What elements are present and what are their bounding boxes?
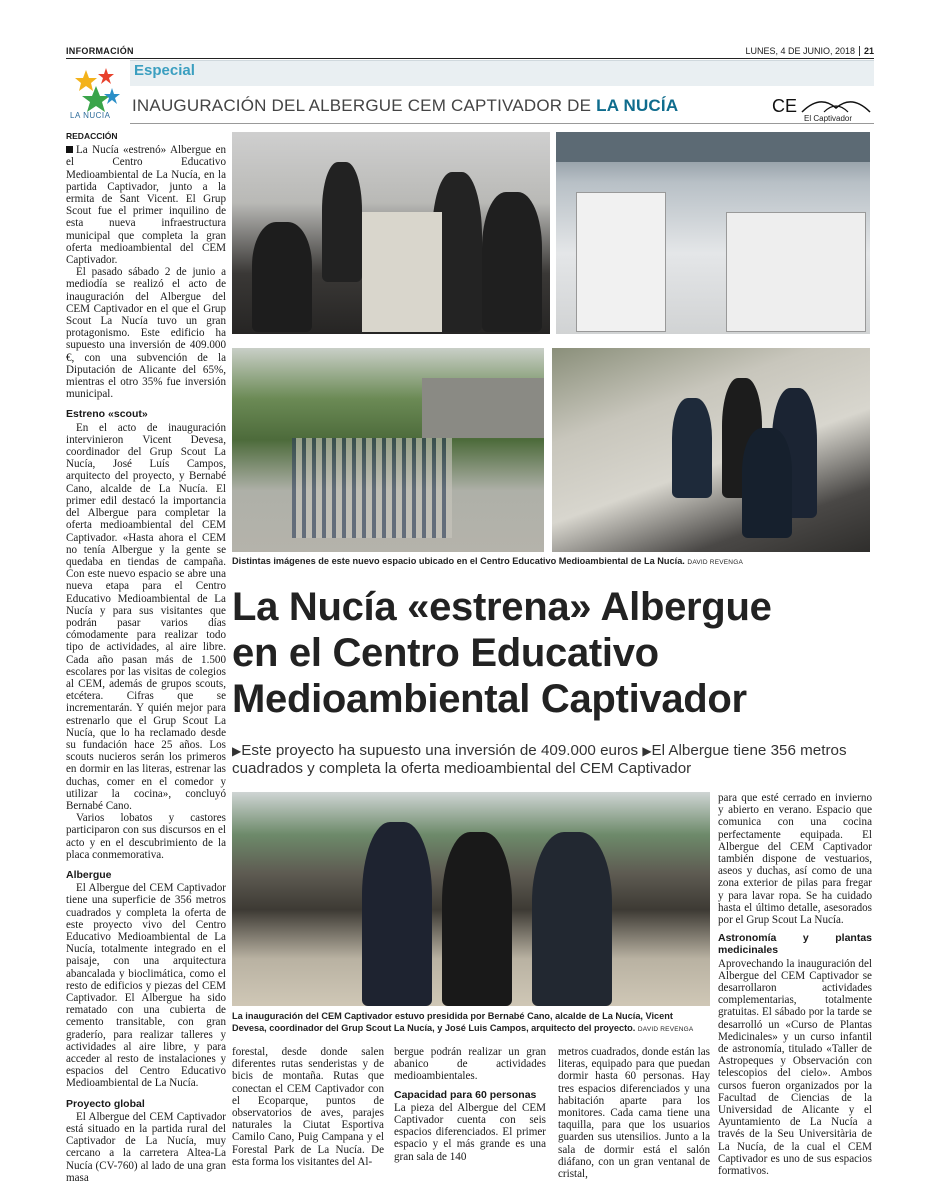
bullet-square-icon	[66, 146, 73, 153]
bottom-column-1	[232, 1046, 384, 1168]
deck	[232, 742, 872, 778]
deck-part: Este proyecto ha supuesto una inversión de 409.000 euros	[241, 742, 639, 759]
paragraph: forestal, desde donde salen diferentes rutas senderistas y de bicis de montaña. Rutas que conectan el CEM Captivador con el Ecoparque, puntos de observatorios de aves, parajes naturales la Ciutat Esportiva Camilo Cano, Puig Campana y el Forestal Park de La Nucía. De esta forma los visitantes del Al-	[232, 1046, 384, 1168]
photo-credit: DAVID REVENGA	[687, 559, 743, 566]
subheading: Estreno «scout»	[66, 408, 148, 421]
bottom-column-3	[558, 1046, 710, 1180]
paragraph: El pasado sábado 2 de junio a mediodía se realizó el acto de inauguración del Albergue del CEM Captivador en el que el Grup Scout La Nucía tuvo un gran protagonismo. Este edificio ha supuesto una inversión de 409.000 €, con una subvención de la Diputación de Alicante del 65%, mientras el otro 35% fue inversión municipal.	[66, 266, 226, 401]
special-title-highlight: LA NUCÍA	[596, 96, 679, 115]
paragraph: En el acto de inauguración intervinieron Vicent Devesa, coordinador del Grup Scout La Nucía, José Luís Campos, arquitecto del proyecto, y Bernabé Cano, alcalde de La Nucía. El primer edil destacó la importancia del Albergue para completar la oferta medioambiental del CEM Captivador. «Hasta ahora el CEM no tenía Albergue y la gente se quedaba en tiendas de campaña. Con este nuevo espacio se abre una nueva etapa para el Centro Educativo Medioambiental de La Nucía y para sus visitantes que podrán pasar varios días cómodamente para realizar todo tipo de actividades, al aire libre. Cada año pasan más de 1.500 escolares por las visitas de colegios al CEM, además de grupos scouts, etcétera. Cifras que se incrementarán. Y quién mejor para estrenarlo que el Grup Scout La Nucía, que lo ha reclamado desde su fundación hace 25 años. Los scouts nucieros serán los primeros en dormir en las literas, estrenar las duchas, comer en el comedor y utilizar la cocina», concluyó Bernabé Cano.	[66, 421, 226, 812]
lead-paragraph	[66, 144, 226, 266]
special-title	[132, 96, 678, 116]
photo-caption-top	[232, 556, 870, 566]
subheading: Albergue	[66, 868, 112, 881]
left-column	[66, 130, 226, 1184]
headline-line: en el Centro Educativo	[232, 631, 659, 675]
header-right	[745, 46, 874, 56]
especial-label: Especial	[134, 62, 195, 79]
title-rule	[130, 123, 874, 124]
cem-logo-letters: CE	[772, 96, 798, 116]
photo-crowd-outdoor	[232, 348, 544, 552]
headline	[232, 584, 872, 722]
issue-date: LUNES, 4 DE JUNIO, 2018	[745, 46, 855, 56]
paragraph: La pieza del Albergue del CEM Captivador cuenta con seis espacios diferenciados. El primer espacio y el más grande es una gran sala de 140	[394, 1101, 546, 1163]
headline-line: La Nucía «estrena» Albergue	[232, 585, 772, 629]
paragraph: El Albergue del CEM Captivador tiene una superficie de 356 metros cuadrados y completa la oferta de este proyecto vivo del Centro Educativo Medioambiental de La Nucía, totalmente integrado en el paisaje, con una arquitectura abancalada y bioclimática, como el resto de edificios y piezas del CEM Captivador. El Albergue ha sido rematado con una cubierta de cemento transitable, con gran graderío, para realizar talleres y actividades al aire libre, y para acceder al resto de instalaciones y espacios del Centro Educativo Medioambiental de La Nucía.	[66, 882, 226, 1090]
photo-dining-room	[232, 132, 550, 334]
paragraph: metros cuadrados, donde están las literas, equipado para que puedan dormir hasta 60 personas. Hay tres espacios diferenciados y una habitación aparte para los monitores. Cada cama tiene una taquilla, para que los usuarios guarden sus utensilios. Junto a la sala de dormir está el salón diáfano, con un gran ventanal de cristal,	[558, 1046, 710, 1181]
special-title-prefix: INAUGURACIÓN DEL ALBERGUE CEM CAPTIVADOR DE	[132, 96, 597, 115]
cem-arch-icon	[800, 94, 872, 114]
cem-logo-sub: El Captivador	[804, 114, 853, 123]
page-header	[66, 44, 874, 58]
bottom-column-2	[394, 1046, 546, 1163]
photo-scouts-washbasins	[552, 348, 870, 552]
triangle-bullet-icon: ▶	[642, 744, 652, 758]
page-number: 21	[859, 46, 874, 56]
photo-inauguration	[232, 792, 710, 1006]
caption-text: Distintas imágenes de este nuevo espacio ubicado en el Centro Educativo Medioambiental de La Nucía.	[232, 556, 685, 566]
right-column	[718, 792, 872, 1177]
triangle-bullet-icon: ▶	[232, 744, 242, 758]
paragraph: Varios lobatos y castores participaron con sus discursos en el acto y en el descubrimiento de la placa conmemorativa.	[66, 812, 226, 861]
photo-bunk-beds	[556, 132, 870, 334]
subheading: Proyecto global	[66, 1097, 145, 1110]
headline-line: Medioambiental Captivador	[232, 677, 747, 721]
header-rule	[66, 58, 874, 59]
especial-bar	[130, 60, 874, 86]
subheading: Capacidad para 60 personas	[394, 1088, 537, 1101]
deck-part: El Albergue tiene 356 metros cuadrados y completa la oferta medioambiental del CEM Captivador	[232, 742, 847, 777]
logo-wordmark: LA NUCIA	[70, 111, 111, 120]
paragraph: para que esté cerrado en invierno y abierto en verano. Espacio que comunica con una cocina perfectamente equipada. El Albergue del CEM Captivador también dispone de vestuarios, aseos y duchas, así como de una zona exterior de pilas para fregar y para lavar ropa. Se ha cuidado hasta el último detalle, asesorados por el Grup Scout La Nucía.	[718, 792, 872, 927]
section-name: INFORMACIÓN	[66, 46, 134, 56]
lead-text: La Nucía «estrenó» Albergue en el Centro Educativo Medioambiental de La Nucía, en la partida Captivador, junto a la ermita de Sant Vicent. El Grup Scout fue el primer inquilino de esta nueva infraestructura municipal que completa la gran oferta medioambiental del CEM Captivador.	[66, 144, 226, 267]
paragraph: Aprovechando la inauguración del Albergue del CEM Captivador se desarrollaron actividades complementarias, totalmente gratuitas. El sábado por la tarde se desarrolló un «Curso de Plantas Medicinales» y un curso infantil de astronomía, titulado «Taller de Astropeques y Observación con telescopios del cielo». Ambos cursos fueron organizados por la Facultad de Ciencias de la Universidad de Alicante y el Ayuntamiento de La Nucía a través de la Seu Universitària de La Nucía, de la cual el CEM Captivador es uno de sus espacios formativos.	[718, 957, 872, 1178]
photo-credit: DAVID REVENGA	[637, 1026, 694, 1034]
caption-text: La inauguración del CEM Captivador estuvo presidida por Bernabé Cano, alcalde de La Nucía, Vicent Devesa, coordinador del Grup Scout La Nucía, y José Luis Campos, arquitecto del proyecto.	[232, 1011, 673, 1034]
byline: REDACCIÓN	[66, 131, 118, 141]
paragraph: bergue podrán realizar un gran abanico de actividades medioambientales.	[394, 1046, 546, 1083]
paragraph: El Albergue del CEM Captivador está situado en la partida rural del Captivador de La Nucía, muy cercano a la carretera Altea-La Nucía (CV-760) al lado de una gran masa	[66, 1110, 226, 1184]
photo-caption-main	[232, 1010, 710, 1036]
cem-logo	[770, 92, 874, 124]
subheading: Astronomía y plantas medicinales	[718, 932, 872, 957]
